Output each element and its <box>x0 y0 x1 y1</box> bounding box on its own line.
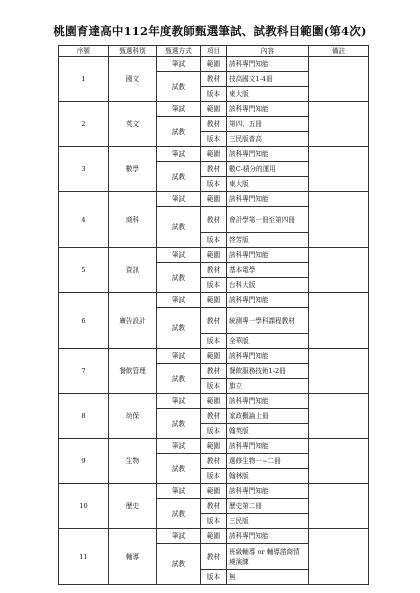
teaching-demo-method: 試教 <box>157 263 201 293</box>
written-exam-method: 筆試 <box>157 192 201 207</box>
edition-content: 無 <box>227 570 309 585</box>
material-item: 教材 <box>201 364 227 379</box>
material-item: 教材 <box>201 117 227 132</box>
note-cell <box>309 102 369 147</box>
teaching-demo-method: 試教 <box>157 207 201 248</box>
written-exam-content: 該科專門知能 <box>227 439 309 454</box>
teaching-demo-method: 試教 <box>157 162 201 192</box>
table-row <box>59 293 369 308</box>
written-exam-method: 筆試 <box>157 293 201 308</box>
table-body <box>59 57 369 585</box>
written-exam-item: 範圍 <box>201 529 227 544</box>
subject-name: 國文 <box>109 57 157 102</box>
written-exam-item: 範圍 <box>201 192 227 207</box>
subject-name: 生物 <box>109 439 157 484</box>
material-content: 數C-積分的運用 <box>227 162 309 177</box>
edition-content: 東大版 <box>227 177 309 192</box>
written-exam-content: 該科專門知能 <box>227 349 309 364</box>
material-content: 選修生物一~二冊 <box>227 454 309 469</box>
written-exam-method: 筆試 <box>157 529 201 544</box>
edition-content: 全華版 <box>227 334 309 349</box>
teaching-demo-method: 試教 <box>157 72 201 102</box>
subject-name: 商科 <box>109 192 157 248</box>
material-item: 教材 <box>201 409 227 424</box>
written-exam-item: 範圍 <box>201 349 227 364</box>
table-row <box>59 248 369 263</box>
material-item: 教材 <box>201 162 227 177</box>
edition-content: 三民版 <box>227 514 309 529</box>
note-cell <box>309 57 369 102</box>
row-number: 3 <box>59 147 109 192</box>
row-number: 6 <box>59 293 109 349</box>
row-number: 9 <box>59 439 109 484</box>
edition-item: 版本 <box>201 87 227 102</box>
table-row <box>59 394 369 409</box>
teaching-demo-method: 試教 <box>157 544 201 585</box>
written-exam-content: 該科專門知能 <box>227 147 309 162</box>
header-note: 備註 <box>309 46 369 57</box>
material-item: 教材 <box>201 263 227 278</box>
material-item: 教材 <box>201 72 227 87</box>
written-exam-item: 範圍 <box>201 484 227 499</box>
written-exam-content: 該科專門知能 <box>227 248 309 263</box>
edition-item: 版本 <box>201 233 227 248</box>
material-item: 教材 <box>201 499 227 514</box>
table-row <box>59 529 369 544</box>
header-item: 項目 <box>201 46 227 57</box>
material-content: 餐飲服務技術1-2冊 <box>227 364 309 379</box>
material-content: 會計學第一冊至第四冊 <box>227 207 309 233</box>
written-exam-item: 範圍 <box>201 102 227 117</box>
note-cell <box>309 349 369 394</box>
note-cell <box>309 147 369 192</box>
material-item: 教材 <box>201 308 227 334</box>
written-exam-item: 範圍 <box>201 293 227 308</box>
edition-content: 旗立 <box>227 379 309 394</box>
row-number: 4 <box>59 192 109 248</box>
table-row <box>59 439 369 454</box>
edition-content: 啓芳版 <box>227 233 309 248</box>
written-exam-item: 範圍 <box>201 57 227 72</box>
written-exam-method: 筆試 <box>157 102 201 117</box>
written-exam-item: 範圍 <box>201 147 227 162</box>
material-content: 班級輔導 or 輔導諮商情境演練 <box>227 544 309 570</box>
subject-name: 輔導 <box>109 529 157 585</box>
table-row <box>59 102 369 117</box>
edition-content: 三民版普高 <box>227 132 309 147</box>
edition-item: 版本 <box>201 424 227 439</box>
material-item: 教材 <box>201 207 227 233</box>
note-cell <box>309 529 369 585</box>
material-content: 技高國文1-4冊 <box>227 72 309 87</box>
row-number: 10 <box>59 484 109 529</box>
subject-name: 餐飲管理 <box>109 349 157 394</box>
note-cell <box>309 484 369 529</box>
edition-item: 版本 <box>201 132 227 147</box>
table-row <box>59 192 369 207</box>
subject-name: 數學 <box>109 147 157 192</box>
edition-item: 版本 <box>201 379 227 394</box>
written-exam-item: 範圍 <box>201 439 227 454</box>
written-exam-method: 筆試 <box>157 484 201 499</box>
row-number: 5 <box>59 248 109 293</box>
edition-item: 版本 <box>201 570 227 585</box>
material-content: 基本電學 <box>227 263 309 278</box>
material-content: 家政概論上冊 <box>227 409 309 424</box>
written-exam-method: 筆試 <box>157 439 201 454</box>
edition-item: 版本 <box>201 514 227 529</box>
subject-name: 資訊 <box>109 248 157 293</box>
teaching-demo-method: 試教 <box>157 454 201 484</box>
edition-item: 版本 <box>201 177 227 192</box>
teaching-demo-method: 試教 <box>157 308 201 349</box>
subject-name: 英文 <box>109 102 157 147</box>
row-number: 2 <box>59 102 109 147</box>
teaching-demo-method: 試教 <box>157 117 201 147</box>
material-item: 教材 <box>201 454 227 469</box>
material-content: 統測專一學科課程教材 <box>227 308 309 334</box>
table-row <box>59 484 369 499</box>
subject-name: 歷史 <box>109 484 157 529</box>
note-cell <box>309 192 369 248</box>
written-exam-method: 筆試 <box>157 394 201 409</box>
table-row <box>59 147 369 162</box>
row-number: 7 <box>59 349 109 394</box>
exam-scope-table <box>58 45 369 585</box>
teaching-demo-method: 試教 <box>157 409 201 439</box>
table-row <box>59 57 369 72</box>
material-content: 歷史第二冊 <box>227 499 309 514</box>
note-cell <box>309 248 369 293</box>
edition-content: 翰林版 <box>227 469 309 484</box>
header-method: 甄選方式 <box>157 46 201 57</box>
header-content: 內容 <box>227 46 309 57</box>
edition-item: 版本 <box>201 334 227 349</box>
written-exam-method: 筆試 <box>157 248 201 263</box>
written-exam-content: 該科專門知能 <box>227 102 309 117</box>
subject-name: 廣告設計 <box>109 293 157 349</box>
material-item: 教材 <box>201 544 227 570</box>
written-exam-content: 該科專門知能 <box>227 192 309 207</box>
row-number: 1 <box>59 57 109 102</box>
written-exam-method: 筆試 <box>157 349 201 364</box>
written-exam-content: 該科專門知能 <box>227 293 309 308</box>
written-exam-content: 該科專門知能 <box>227 529 309 544</box>
edition-content: 東大版 <box>227 87 309 102</box>
header-no: 序號 <box>59 46 109 57</box>
edition-item: 版本 <box>201 278 227 293</box>
subject-name: 幼保 <box>109 394 157 439</box>
table-row <box>59 349 369 364</box>
header-subject: 甄選科別 <box>109 46 157 57</box>
material-content: 第四、五冊 <box>227 117 309 132</box>
written-exam-item: 範圍 <box>201 248 227 263</box>
row-number: 11 <box>59 529 109 585</box>
written-exam-method: 筆試 <box>157 57 201 72</box>
row-number: 8 <box>59 394 109 439</box>
teaching-demo-method: 試教 <box>157 364 201 394</box>
note-cell <box>309 394 369 439</box>
teaching-demo-method: 試教 <box>157 499 201 529</box>
edition-content: 翰英版 <box>227 424 309 439</box>
document-title: 桃園育達高中112年度教師甄選筆試、試教科目範圍(第4次) <box>53 24 367 38</box>
written-exam-content: 該科專門知能 <box>227 394 309 409</box>
written-exam-item: 範圍 <box>201 394 227 409</box>
edition-item: 版本 <box>201 469 227 484</box>
written-exam-method: 筆試 <box>157 147 201 162</box>
edition-content: 台科大版 <box>227 278 309 293</box>
table-header-row <box>59 46 369 57</box>
written-exam-content: 該科專門知能 <box>227 57 309 72</box>
note-cell <box>309 293 369 349</box>
written-exam-content: 該科專門知能 <box>227 484 309 499</box>
note-cell <box>309 439 369 484</box>
